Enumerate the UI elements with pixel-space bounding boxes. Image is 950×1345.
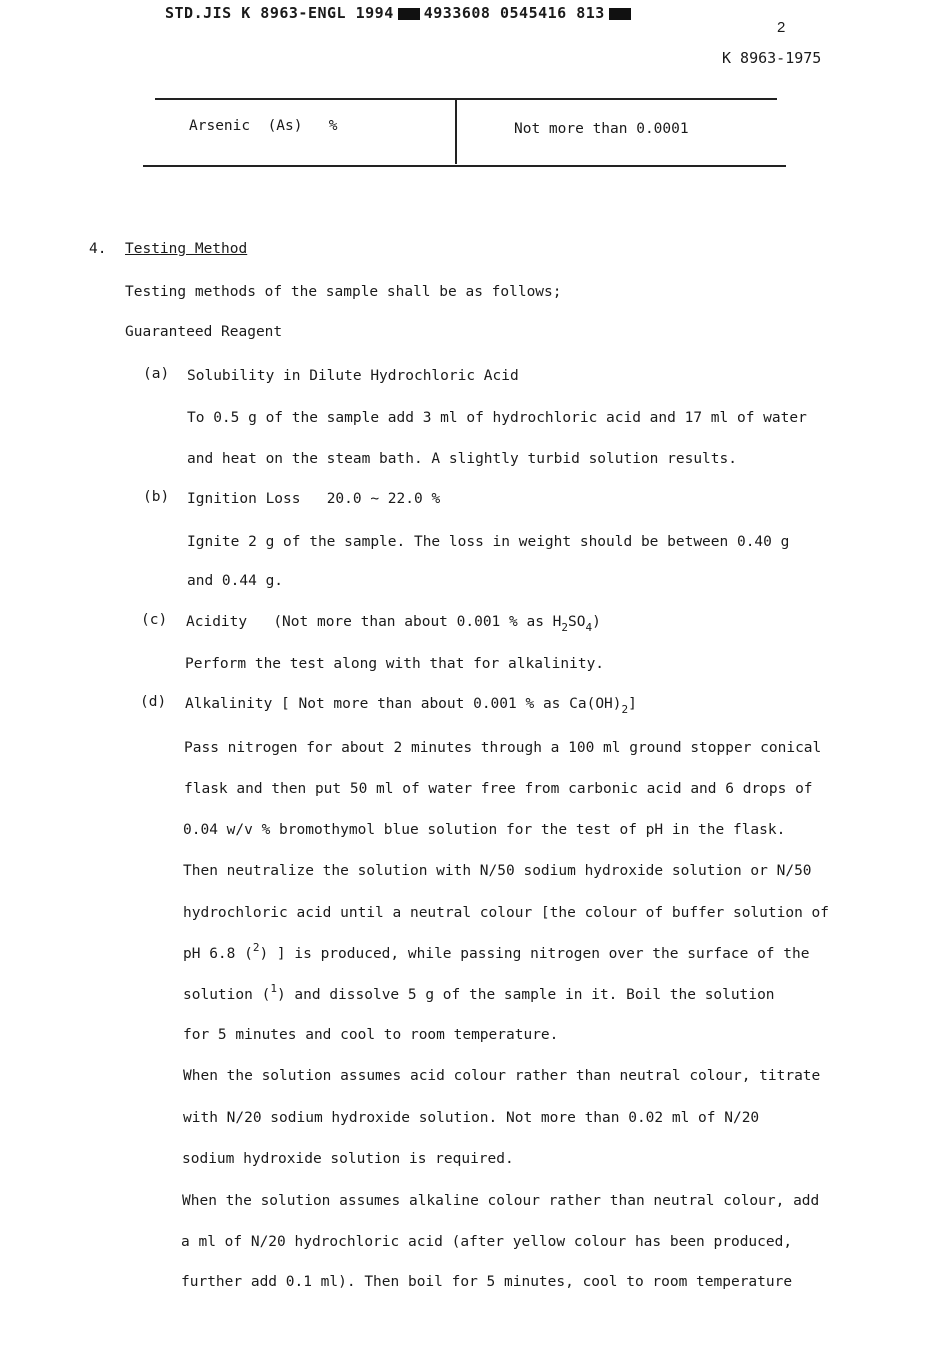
item-d-spec-sub: 2	[621, 703, 629, 716]
std-reference: STD.JIS K 8963-ENGL 1994	[165, 4, 394, 22]
item-c-spec-mid: SO	[568, 614, 586, 630]
barcode-number: 4933608 0545416 813	[423, 4, 605, 22]
item-c-line: Perform the test along with that for alkalinity.	[185, 656, 605, 672]
document-number: K 8963-1975	[722, 49, 822, 67]
section-title: Testing Method	[125, 241, 248, 257]
item-c-spec	[273, 614, 601, 634]
item-b-label: (b)	[143, 489, 170, 505]
item-c-label: (c)	[141, 612, 168, 628]
item-d-line: hydrochloric acid until a neutral colour [the colour of buffer solution of	[183, 905, 830, 921]
footnote-ref: 1	[270, 982, 277, 995]
item-a-title: Solubility in Dilute Hydrochloric Acid	[187, 368, 519, 384]
section-grade: Guaranteed Reagent	[125, 324, 283, 340]
item-c-title-text: Acidity	[186, 614, 248, 630]
header-line	[165, 4, 635, 22]
table-item-unit: %	[328, 118, 338, 134]
item-d-line: with N/20 sodium hydroxide solution. Not more than 0.02 ml of N/20	[183, 1110, 760, 1126]
table-top-rule	[155, 98, 777, 100]
item-d-solution-text: ) and dissolve 5 g of the sample in it. Boil the solution	[276, 987, 775, 1003]
item-a-line: and heat on the steam bath. A slightly turbid solution results.	[187, 451, 737, 467]
item-c-spec-prefix: (Not more than about 0.001 % as H	[273, 614, 562, 630]
item-d-ph-text: ) ] is produced, while passing nitrogen over the surface of the	[259, 946, 810, 962]
item-d-line: for 5 minutes and cool to room temperature.	[183, 1027, 559, 1043]
item-d-ph-line	[183, 941, 810, 962]
section-intro: Testing methods of the sample shall be as follows;	[125, 284, 562, 300]
table-bottom-rule	[143, 165, 786, 167]
item-d-line: flask and then put 50 ml of water free from carbonic acid and 6 drops of	[184, 781, 813, 797]
item-d-ph-text: pH 6.8 (	[183, 946, 253, 962]
barcode-block-icon	[398, 8, 420, 20]
item-d-spec	[281, 696, 637, 716]
table-requirement: Not more than 0.0001	[514, 121, 689, 137]
item-c-spec-sub: 2	[561, 621, 569, 634]
item-d-solution-text: solution (	[183, 987, 271, 1003]
item-c-spec-sub: 4	[585, 621, 593, 634]
item-d-line: further add 0.1 ml). Then boil for 5 minutes, cool to room temperature	[181, 1274, 793, 1290]
item-b-title	[187, 491, 440, 507]
footnote-ref: 2	[252, 941, 260, 954]
item-d-line: a ml of N/20 hydrochloric acid (after yellow colour has been produced,	[181, 1234, 793, 1250]
table-item-symbol: (As)	[267, 118, 303, 134]
item-a-line: To 0.5 g of the sample add 3 ml of hydrochloric acid and 17 ml of water	[187, 410, 807, 426]
table-item-name: Arsenic	[189, 118, 251, 134]
item-d-line: When the solution assumes acid colour rather than neutral colour, titrate	[183, 1068, 821, 1084]
item-d-label: (d)	[140, 694, 167, 710]
section-number: 4.	[89, 241, 107, 257]
table-item	[189, 118, 337, 134]
item-c-title	[186, 614, 601, 634]
barcode-block-icon	[609, 8, 631, 20]
item-d-spec-suffix: ]	[628, 696, 637, 712]
item-d-line: sodium hydroxide solution is required.	[182, 1151, 514, 1167]
item-d-line: Pass nitrogen for about 2 minutes through a 100 ml ground stopper conical	[184, 740, 822, 756]
item-d-line: When the solution assumes alkaline colour rather than neutral colour, add	[182, 1193, 820, 1209]
item-d-line: Then neutralize the solution with N/50 sodium hydroxide solution or N/50	[183, 863, 812, 879]
page-number: 2	[777, 19, 786, 36]
item-d-spec-prefix: [ Not more than about 0.001 % as Ca(OH)	[281, 696, 622, 712]
item-a-label: (a)	[143, 366, 170, 382]
item-d-title-text: Alkalinity	[185, 696, 273, 712]
item-d-title	[185, 696, 637, 716]
item-d-solution-line	[183, 982, 775, 1003]
item-b-line: Ignite 2 g of the sample. The loss in weight should be between 0.40 g	[187, 534, 790, 550]
item-c-spec-suffix: )	[592, 614, 601, 630]
item-b-spec: 20.0 ~ 22.0 %	[326, 491, 441, 507]
item-b-title-text: Ignition Loss	[187, 491, 301, 507]
item-d-line: 0.04 w/v % bromothymol blue solution for the test of pH in the flask.	[183, 822, 786, 838]
table-divider	[455, 98, 457, 164]
item-b-line: and 0.44 g.	[187, 573, 284, 589]
